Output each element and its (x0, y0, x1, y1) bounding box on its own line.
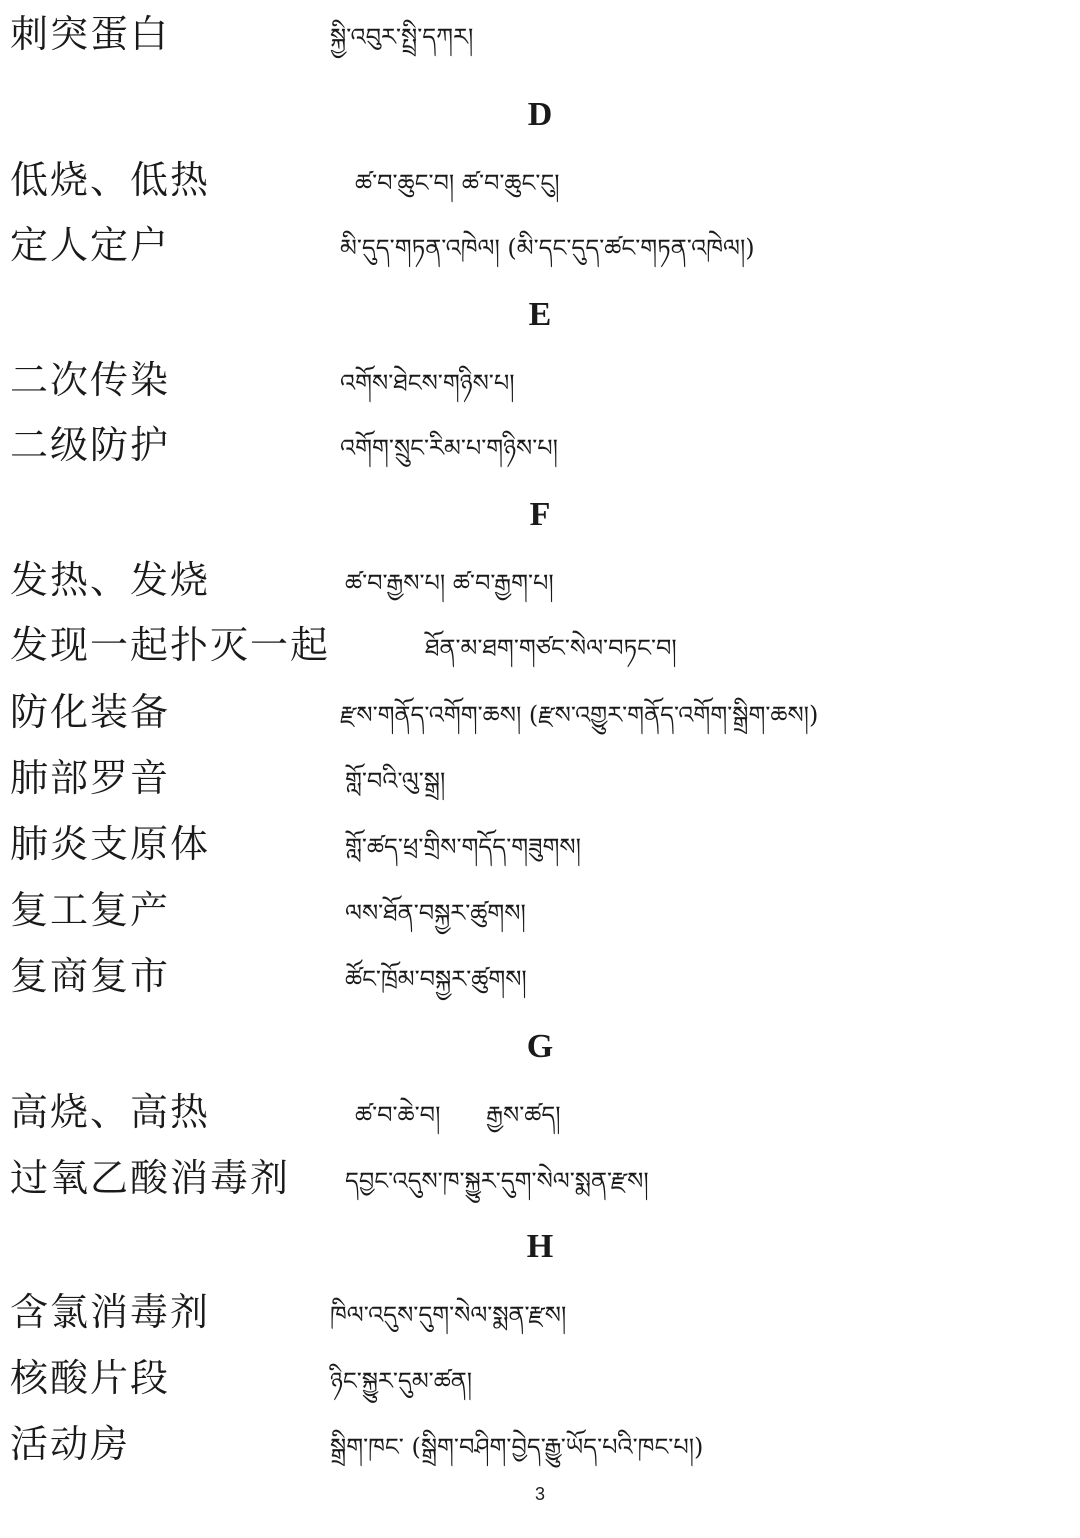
entry-row (0, 215, 1080, 275)
chinese-term: 肺炎支原体 (10, 822, 211, 866)
chinese-term: 过氧乙酸消毒剂 (10, 1156, 291, 1200)
entry-row (0, 1282, 1080, 1342)
entry-row (0, 1414, 1080, 1474)
entry-row (0, 350, 1080, 410)
tibetan-translation: ཉིང་སྐྱུར་དུམ་ཚན། (330, 1367, 473, 1395)
entry-row (0, 748, 1080, 808)
entry-row (0, 415, 1080, 475)
tibetan-translation: སྒྲིག་ཁང་ (སྒྲིག་བཤིག་བྱེད་རྒྱུ་ཡོད་པའི་ཁང་པ།) (330, 1433, 704, 1461)
tibetan-translation: ཚ་བ་ཆུང་བ། ཚ་བ་ཆུང་ངུ། (355, 169, 560, 197)
chinese-term: 定人定户 (10, 223, 171, 267)
chinese-term: 低烧、低热 (10, 158, 211, 202)
chinese-term: 含氯消毒剂 (10, 1290, 211, 1334)
chinese-term: 肺部罗音 (10, 756, 171, 800)
tibetan-translation: ལས་ཐོན་བསྐྱར་ཚུགས། (345, 899, 526, 927)
entry-row (0, 1082, 1080, 1142)
entry-row (0, 4, 1080, 64)
entry-row (0, 150, 1080, 210)
chinese-term: 高烧、高热 (10, 1090, 211, 1134)
section-letter: E (528, 296, 552, 333)
entry-row (0, 1148, 1080, 1208)
tibetan-translation: སྐྱི་འབུར་སྤྲི་དཀར། (330, 23, 474, 51)
tibetan-translation: ཁིལ་འདུས་དུག་སེལ་སྨན་རྫས། (330, 1301, 567, 1329)
chinese-term: 二级防护 (10, 423, 171, 467)
section-letter: H (526, 1228, 554, 1265)
entry-row (0, 946, 1080, 1006)
tibetan-translation: ཚོང་ཁྲོམ་བསྐྱར་ཚུགས། (345, 965, 527, 993)
tibetan-translation: འགོག་སྲུང་རིམ་པ་གཉིས་པ། (340, 434, 558, 462)
tibetan-translation: གློ་ཚད་ཕྲ་གྲིས་གདོད་གཟུགས། (345, 833, 581, 861)
tibetan-translation: ཚ་བ་རྒྱས་པ། ཚ་བ་རྒྱག་པ། (345, 569, 554, 597)
tibetan-translation: ཚ་བ་ཆེ་བ། རྒྱས་ཚད། (355, 1101, 561, 1129)
tibetan-translation: དབྱང་འདུས་ཁ་སྐྱུར་དུག་སེལ་སྨན་རྫས། (345, 1167, 649, 1195)
tibetan-translation: མི་དུད་གཏན་འཁེལ། (མི་དང་དུད་ཚང་གཏན་འཁེལ།) (340, 234, 755, 262)
entry-row (0, 682, 1080, 742)
section-letter: F (529, 496, 551, 533)
chinese-term: 刺突蛋白 (10, 12, 171, 56)
entry-row (0, 880, 1080, 940)
tibetan-translation: རྫས་གནོད་འགོག་ཆས། (རྫས་འགྱུར་གནོད་འགོག་སྒྲིག་ཆས།) (340, 701, 819, 729)
chinese-term: 防化装备 (10, 690, 171, 734)
chinese-term: 复商复市 (10, 954, 171, 998)
tibetan-translation: འགོས་ཐེངས་གཉིས་པ། (340, 369, 515, 397)
entry-row (0, 1348, 1080, 1408)
entry-row (0, 615, 1080, 675)
chinese-term: 发现一起扑灭一起 (10, 623, 331, 667)
chinese-term: 核酸片段 (10, 1356, 171, 1400)
chinese-term: 复工复产 (10, 888, 171, 932)
page-number: 3 (534, 1484, 545, 1504)
entry-row (0, 550, 1080, 610)
tibetan-translation: ཐོན་མ་ཐག་གཙང་སེལ་བཏང་བ། (425, 634, 677, 662)
tibetan-translation: གློ་བའི་ལུ་སྒྲ། (345, 767, 446, 795)
entry-row (0, 814, 1080, 874)
section-letter: G (526, 1028, 554, 1065)
section-letter: D (527, 96, 553, 133)
chinese-term: 发热、发烧 (10, 558, 211, 602)
chinese-term: 二次传染 (10, 358, 171, 402)
chinese-term: 活动房 (10, 1422, 131, 1466)
